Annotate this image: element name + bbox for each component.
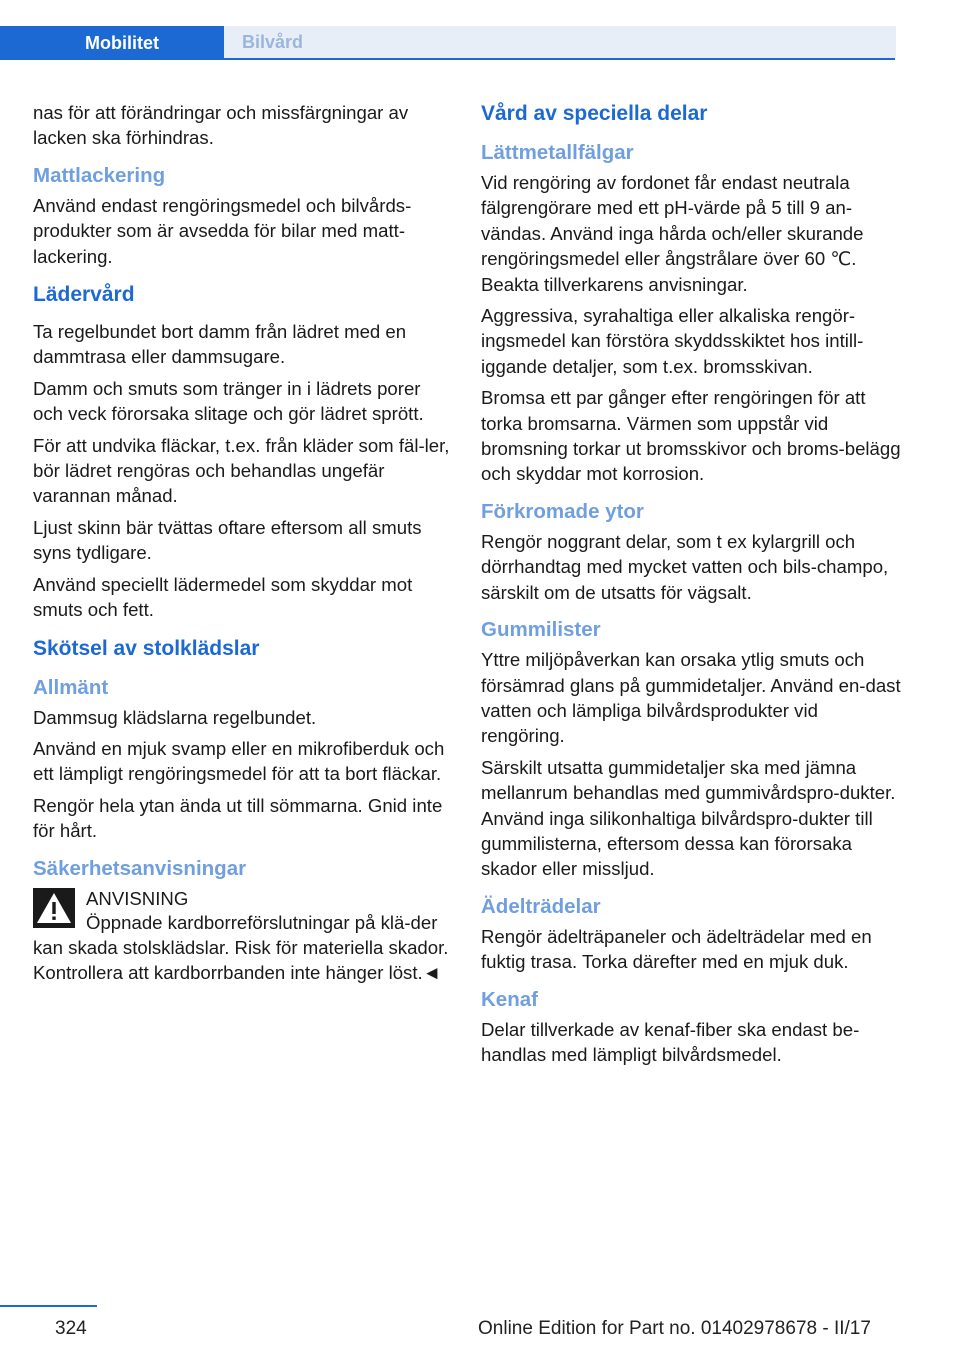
paragraph: Rengör noggrant delar, som t ex kylargrill och dörrhandtag med mycket vatten och bils-champo, särskilt om de utsatts för vägsalt. <box>481 530 889 603</box>
paragraph: Aggressiva, syrahaltiga eller alkaliska rengör-ingsmedel kan förstöra skyddsskiktet hos intill-iggande detaljer, som t.ex. bromsskivan. <box>481 305 864 377</box>
tab-bilvard[interactable]: Bilvård <box>224 26 896 58</box>
paragraph: Damm och smuts som tränger in i lädrets porer och veck förorsaka slitage och gör lädret sprött. <box>33 377 424 425</box>
heading-vard-speciella-delar: Vård av speciella delar <box>481 102 708 125</box>
paragraph: Rengör hela ytan ända ut till sömmarna. Gnid inte för hårt. <box>33 794 443 842</box>
paragraph: Använd endast rengöringsmedel och bilvårds-produkter som är avsedda för bilar med matt-lackering. <box>33 194 412 267</box>
warning-triangle-icon <box>33 888 75 928</box>
paragraph: Vid rengöring av fordonet får endast neutrala fälgrengörare med ett pH-värde på 5 till 9 an-vändas. Använd inga hårda och/eller skurande rengöringsmedel eller ångstrålare över 60 ℃. Beakta tillverkarens anvisningar. <box>481 172 864 295</box>
heading-sakerhetsanvisningar: Säkerhetsanvisningar <box>33 856 247 880</box>
paragraph: Använd speciellt lädermedel som skyddar mot smuts och fett. <box>33 573 413 621</box>
heading-mattlackering: Mattlackering <box>33 163 166 187</box>
heading-lattmetallfalgar: Lättmetallfälgar <box>481 141 634 164</box>
paragraph: Rengör ädelträpaneler och ädelträdelar med en fuktig trasa. Torka därefter med en mjuk duk. <box>481 925 872 973</box>
heading-skotsel-stolkladslar: Skötsel av stolklädslar <box>33 636 260 660</box>
paragraph: Dammsug klädslarna regelbundet. <box>33 706 317 728</box>
warning-label: ANVISNING <box>86 887 189 909</box>
tab-mobilitet[interactable]: Mobilitet <box>0 26 224 60</box>
left-column <box>33 100 453 992</box>
header-rule <box>0 58 895 60</box>
paragraph: Ta regelbundet bort damm från lädret med en dammtrasa eller dammsugare. <box>33 321 407 368</box>
heading-forkromade-ytor: Förkromade ytor <box>481 499 644 523</box>
heading-gummilister: Gummilister <box>481 618 601 642</box>
page-number: 324 <box>55 1318 87 1339</box>
paragraph: Yttre miljöpåverkan kan orsaka ytlig smuts och försämrad glans på gummidetaljer. Använd en-dast vatten och lämpliga bilvårdsprodukter vid rengöring. <box>481 649 901 747</box>
warning-text: Öppnade kardborreförslutningar på klä-der kan skada stolsklädslar. Risk för materiella skador. Kontrollera att kardborrbanden inte hänger löst.◄ <box>33 911 449 984</box>
paragraph: Ljust skinn bär tvättas oftare eftersom all smuts syns tydligare. <box>33 516 422 564</box>
header-tabs <box>0 26 895 60</box>
paragraph: Delar tillverkade av kenaf-fiber ska endast be-handlas med lämpligt bilvårdsmedel. <box>481 1018 860 1065</box>
right-column <box>481 100 901 1073</box>
footer-rule <box>0 1305 97 1307</box>
paragraph: Använd en mjuk svamp eller en mikrofiberduk och ett lämpligt rengöringsmedel för att ta bort fläckar. <box>33 737 445 785</box>
heading-allmant: Allmänt <box>33 675 109 699</box>
heading-ladervard: Lädervård <box>33 283 135 307</box>
edition-note: Online Edition for Part no. 01402978678 - II/17 <box>478 1318 871 1339</box>
paragraph: nas för att förändringar och missfärgningar av lacken ska förhindras. <box>33 102 409 149</box>
heading-kenaf: Kenaf <box>481 987 538 1011</box>
warning-note <box>33 886 453 930</box>
heading-adeltradelar: Ädelträdelar <box>481 894 601 918</box>
paragraph: För att undvika fläckar, t.ex. från kläder som fäl-ler, bör lädret rengöras och behandlas ungefär varannan månad. <box>33 434 450 507</box>
paragraph: Särskilt utsatta gummidetaljer ska med jämna mellanrum behandlas med gummivårdspro-dukter. Använd inga silikonhaltiga bilvårdspro-dukter till gummilisterna, eftersom dessa kan förorsaka skador eller missljud. <box>481 756 896 880</box>
paragraph: Bromsa ett par gånger efter rengöringen för att torka bromsarna. Värmen som uppstår vid bromsning torkar ut bromsskivor och broms-belägg och skyddar mot korrosion. <box>481 387 901 485</box>
